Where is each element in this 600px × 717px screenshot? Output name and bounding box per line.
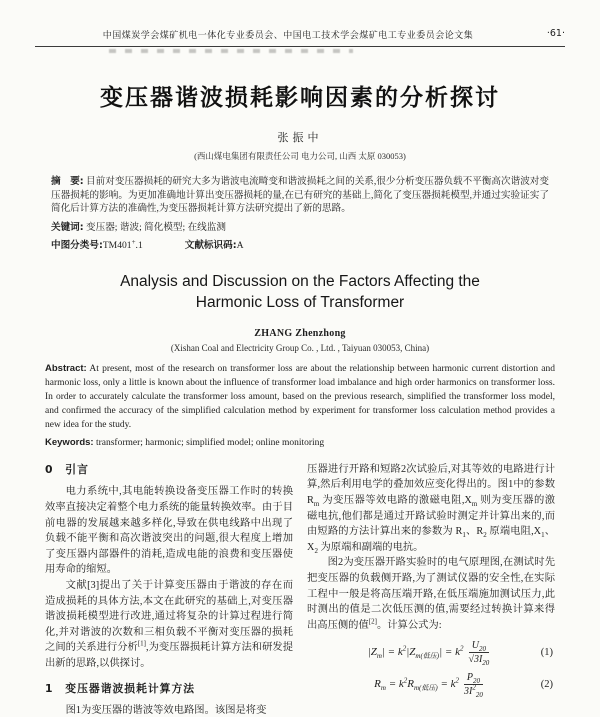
keywords-text-cn: 变压器; 谐波; 简化模型; 在线监测 <box>86 221 226 233</box>
right-column <box>307 462 555 717</box>
formula-2-expression: $R_m = k^2R_{m(低压)} = k^2$ $\frac{P_{20}}{3I^2_{20}}$ <box>374 672 483 700</box>
classification-row <box>51 237 549 251</box>
header-rule <box>35 46 565 47</box>
abstract-text-en: At present, most of the research on transformer loss are about the relationship between harmonic current distortion and harmonic loss, only a little is known about the influence of transformer load imbalance and high order harmonics on transformer loss. In order to accurately calculate the transformer loss amount, based on the previous research, simplified the transformer loss model, and confirmed the accuracy of the simplified calculation method by experiment for transformer loss calculation method provides a new idea for the study. <box>45 363 556 430</box>
formula-1 <box>307 640 555 668</box>
affiliation-cn: (西山煤电集团有限责任公司 电力公司, 山西 太原 030053) <box>194 151 406 161</box>
paragraph-open-circuit-test: 图2为变压器开路实验时的电气原理图,在测试时先把变压器的负载侧开路,为了测试仪器的安全性,在实际工程中一般是将高压端开路,在低压端施加测试压力,此时测出的值是二次低压测的值,需要经过转换计算来得出高压侧的值[2]。计算公式为: <box>307 557 555 631</box>
clc-label: 中图分类号: <box>51 239 103 251</box>
keywords-en <box>45 437 555 448</box>
page-number: ·61· <box>546 28 565 39</box>
doc-code-label: 文献标识码: <box>184 239 237 251</box>
clc-number <box>51 237 143 251</box>
doc-code <box>185 237 244 251</box>
section-heading-1: 1 变压器谐波损耗计算方法 <box>45 681 196 695</box>
affiliation-en: (Xishan Coal and Electricity Group Co. , Ltd. , Taiyuan 030053, China) <box>170 342 430 353</box>
abstract-label-en: Abstract: <box>45 362 87 374</box>
scan-artifact-smudge <box>109 49 353 53</box>
paragraph-method-cont: 压器进行开路和短路2次试验后,对其等效的电路进行计算,然后利用电学的叠加效应变化得出的。图1中的参数 $R_m$ 为变压器等效电路的激磁电阻$,X_m$ 则为变压器的激磁电抗,他们都是通过开路试验时测定并计算出来的,而由短路的方法计算出来的参数为 $R_1$、$R_2$ 原端电阻$,X_1$、$X_2$ 为原端和副端的电抗。 <box>307 463 556 555</box>
section-heading-0: 0 引言 <box>45 462 89 476</box>
doc-code-value: A <box>236 239 244 251</box>
keywords-label-en: Keywords: <box>45 436 94 448</box>
paper-title-cn: 变压器谐波损耗影响因素的分析探讨 <box>100 85 500 110</box>
keywords-cn <box>51 219 549 233</box>
keywords-label-cn: 关键词: <box>51 221 84 233</box>
clc-value: TM401+.1 <box>102 237 143 251</box>
running-head <box>35 28 565 53</box>
body-columns <box>45 462 555 717</box>
paragraph-intro-1: 电力系统中,其电能转换设备变压器工作时的转换效率直接决定着整个电力系统的能量转换效率。由于目前电器的发展越来越多样化,导致在供电线路中出现了负载不能平衡和高次谐波突出的问题,很大程度上增加了变压器内部器件的消耗,造成电能的浪费和变压器使用寿命的缩短。 <box>45 486 293 576</box>
abstract-en <box>45 362 555 432</box>
abstract-cn <box>51 175 549 216</box>
paper-title-en: Analysis and Discussion on the Factors Affecting the Harmonic Loss of Transformer <box>120 272 480 311</box>
left-column <box>45 462 293 717</box>
formula-1-expression: $|Z_m| = k^2|Z_{m(低压)}| = k^2$ $\frac{U_{20}}{√3I_{20}}$ <box>367 640 490 668</box>
paragraph-intro-2: 文献[3]提出了关于计算变压器由于谐波的存在而造成损耗的具体方法,本文在此研究的基础上,对变压器谐波损耗模型进行改进,通过将复杂的计算过程进行简化,并对谐波的次数和三相负载不平衡对变压器的损耗之间的关系进行分析[1],为变压器损耗计算方法和研发提出新的思路,以供探讨。 <box>45 579 294 669</box>
abstract-text-cn: 目前对变压器损耗的研究大多为谐波电流畸变和谐波损耗之间的关系,很少分析变压器负载不平衡高次谐波对变压器损耗的影响。为更加准确地计算出变压器损耗的量,在已有研究的基础上,简化了变压器损耗模型,并通过实验证实了简化后计算方法的准确性,为变压器损耗计算方法研究提出了新的思路。 <box>51 176 549 215</box>
formula-2-number: (2) <box>540 678 553 690</box>
formula-1-number: (1) <box>540 646 553 658</box>
proceedings-title: 中国煤炭学会煤矿机电一体化专业委员会、中国电工技术学会煤矿电工专业委员会论文集 <box>102 31 474 41</box>
paragraph-method-start: 图1为变压器的谐波等效电路图。该图是将变 <box>65 705 267 717</box>
formula-2 <box>307 672 555 700</box>
abstract-label-cn: 摘 要: <box>51 176 84 187</box>
keywords-text-en: transformer; harmonic; simplified model; online monitoring <box>95 437 325 448</box>
author-name-en: ZHANG Zhenzhong <box>254 327 346 339</box>
author-name-cn: 张振中 <box>277 132 323 144</box>
